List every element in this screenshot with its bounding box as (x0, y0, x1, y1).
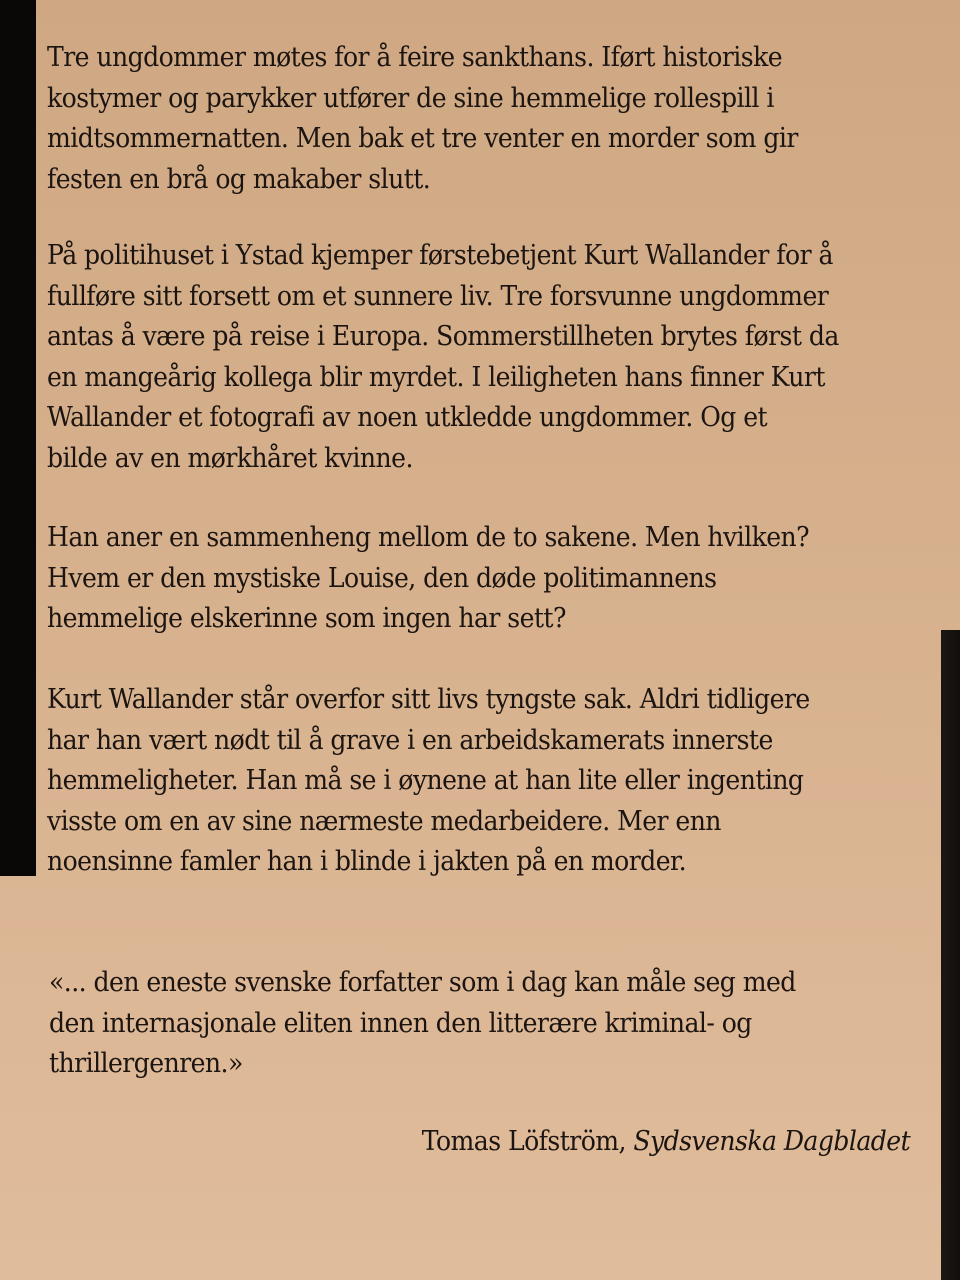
text-line: fullføre sitt forsett om et sunnere liv. Tre forsvunne ungdommer (47, 280, 829, 312)
text-line: Han aner en sammenheng mellom de to sakene. Men hvilken? (47, 522, 810, 553)
text-line: hemmelige elskerinne som ingen har sett? (47, 603, 566, 634)
review-quote (49, 963, 796, 1085)
text-line: På politihuset i Ystad kjemper førstebetjent Kurt Wallander for å (47, 240, 833, 271)
text-line: bilde av en mørkhåret kvinne. (47, 442, 413, 474)
attribution-author: Tomas Löfström, (421, 1126, 634, 1157)
quote-line: thrillergenren.» (49, 1048, 243, 1079)
quote-line: «... den eneste svenske forfatter som i dag kan måle seg med (49, 967, 796, 998)
blurb-paragraph-3 (47, 518, 809, 640)
blurb-paragraph-1 (47, 38, 798, 200)
text-line: midtsommernatten. Men bak et tre venter en morder som gir (47, 123, 798, 154)
text-line: en mangeårig kollega blir myrdet. I leiligheten hans finner Kurt (47, 361, 825, 393)
text-line: kostymer og parykker utfører de sine hemmelige rollespill i (47, 82, 774, 114)
text-line: noensinne famler han i blinde i jakten på en morder. (47, 846, 687, 877)
text-line: festen en brå og makaber slutt. (47, 163, 431, 195)
dark-background-edge-right (941, 630, 960, 1280)
text-line: Tre ungdommer møtes for å feire sankthans. Iført historiske (47, 42, 783, 73)
text-line: har han vært nødt til å grave i en arbeidskamerats innerste (47, 724, 773, 756)
text-line: Wallander et fotografi av noen utkledde ungdommer. Og et (47, 402, 768, 433)
blurb-paragraph-2 (47, 236, 839, 479)
quote-attribution (422, 1122, 910, 1162)
attribution-source: Sydsvenska Dagbladet (633, 1126, 910, 1157)
text-line: hemmeligheter. Han må se i øynene at han lite eller ingenting (47, 765, 804, 796)
text-line: Kurt Wallander står overfor sitt livs tyngste sak. Aldri tidligere (47, 684, 810, 715)
text-line: antas å være på reise i Europa. Sommerstillheten brytes først da (47, 321, 839, 352)
quote-line: den internasjonale eliten innen den litterære kriminal- og (49, 1007, 752, 1039)
text-line: visste om en av sine nærmeste medarbeidere. Mer enn (47, 805, 721, 837)
dark-background-edge-left (0, 0, 36, 876)
text-line: Hvem er den mystiske Louise, den døde politimannens (47, 562, 717, 594)
blurb-paragraph-4 (47, 680, 810, 883)
